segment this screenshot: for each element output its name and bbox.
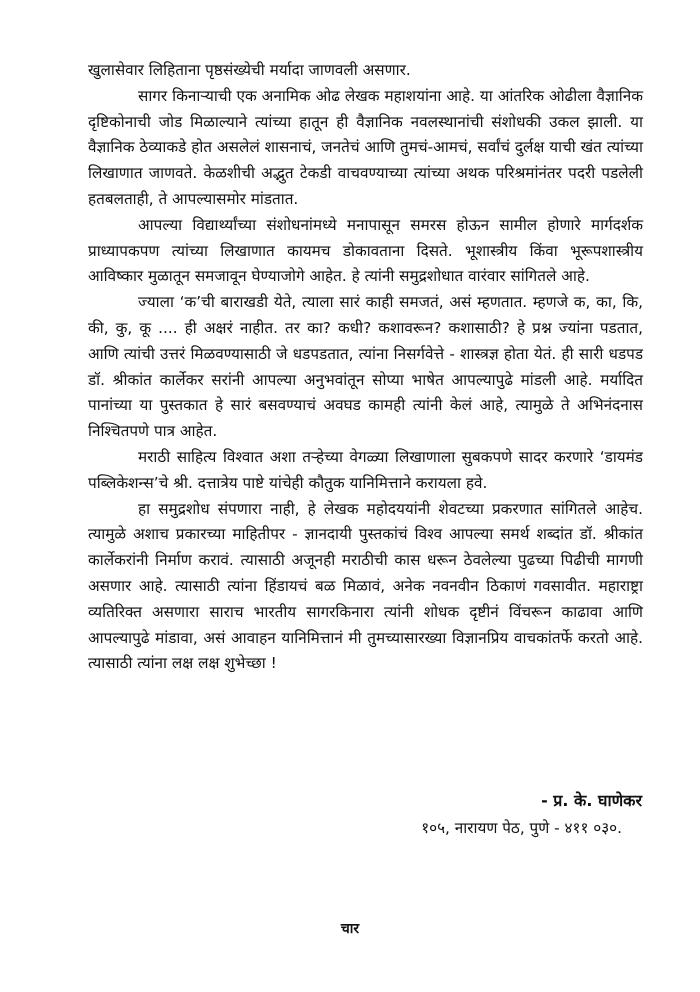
paragraph-closing-wishes: हा समुद्रशोध संपणारा नाही, हे लेखक महोदययांनी शेवटच्या प्रकरणात सांगितले आहेच. त्यामुळे अशाच प्रकारच्या माहितीपर - ज्ञानदायी पुस्तकांचं विश्व आपल्या समर्थ शब्दांत डॉ. श्रीकांत कार्लेकरांनी निर्माण करावं. त्यासाठी अजूनही मराठीची कास धरून ठेवलेल्या पुढच्या पिढीची मागणी असणार आहे. त्यासाठी त्यांना हिंडायचं बळ मिळावं, अनेक नवनवीन ठिकाणं गवसावीत. महाराष्ट्रा व्यतिरिक्त असणारा साराच भारतीय सागरकिनारा त्यांनी शोधक दृष्टीनं विंचरून काढावा आणि आपल्यापुढे मांडावा, असं आवाहन यानिमित्तानं मी तुमच्यासारख्या विज्ञानप्रिय वाचकांतर्फे करतो आहे. त्यासाठी त्यांना लक्ष लक्ष शुभेच्छा ! <box>88 499 643 673</box>
paragraph-ka-alphabet: ज्याला ‘क’ची बाराखडी येते, त्याला सारं काही समजतं, असं म्हणतात. म्हणजे क, का, कि, की, कु, कू .... ही अक्षरं नाहीत. तर का? कधी? कशावरून? कशासाठी? हे प्रश्न ज्यांना पडतात, आणि त्यांची उत्तरं मिळवण्यासाठी जे धडपडतात, त्यांना निसर्गवेत्ते - शास्त्रज्ञ होता येतं. ही सारी धडपड डॉ. श्रीकांत कार्लेकर सरांनी आपल्या अनुभवांतून सोप्या भाषेत आपल्यापुढे मांडली आहे. मर्यादित पानांच्या या पुस्तकात हे सारं बसवण्याचं अवघड कामही त्यांनी केलं आहे, त्यामुळे ते अभिनंदनास निश्चितपणे पात्र आहेत. <box>88 293 643 441</box>
author-address: १०५, नारायण पेठ, पुणे - ४११ ०३०. <box>421 819 622 837</box>
page-body <box>88 58 643 677</box>
paragraph-publisher: मराठी साहित्य विश्वात अशा तऱ्हेच्या वेगळ्या लिखाणाला सुबकपणे सादर करणारे ‘डायमंड पब्लिकेशन्स’चे श्री. दत्तात्रेय पाष्टे यांचेही कौतुक यानिमित्ताने करायला हवे. <box>88 447 643 492</box>
paragraph-continuation: खुलासेवार लिहिताना पृष्ठसंख्येची मर्यादा जाणवली असणार. <box>88 61 411 79</box>
paragraph-coast-attraction: सागर किनाऱ्याची एक अनामिक ओढ लेखक महाशयांना आहे. या आंतरिक ओढीला वैज्ञानिक दृष्टिकोनाची जोड मिळाल्याने त्यांच्या हातून ही वैज्ञानिक नवलस्थानांची संशोधकी उकल झाली. या वैज्ञानिक ठेव्याकडे होत असलेलं शासनाचं, जनतेचं आणि तुमचं-आमचं, सर्वांचं दुर्लक्ष याची खंत त्यांच्या लिखाणात जाणवते. केळशीची अद्भुत टेकडी वाचवण्याच्या त्यांच्या अथक परिश्रमांनंतर पदरी पडलेली हतबलताही, ते आपल्यासमोर मांडतात. <box>88 86 643 208</box>
author-signature: - प्र. के. घाणेकर <box>541 791 642 810</box>
paragraph-students-research: आपल्या विद्यार्थ्यांच्या संशोधनांमध्ये मनापासून समरस होऊन सामील होणारे मार्गदर्शक प्राध्यापकपण त्यांच्या लिखाणात कायमच डोकावताना दिसते. भूशास्त्रीय किंवा भूरूपशास्त्रीय आविष्कार मुळातून समजावून घेण्याजोगे आहेत. हे त्यांनी समुद्रशोधात वारंवार सांगितले आहे. <box>88 215 643 286</box>
page-number: चार <box>340 921 360 937</box>
